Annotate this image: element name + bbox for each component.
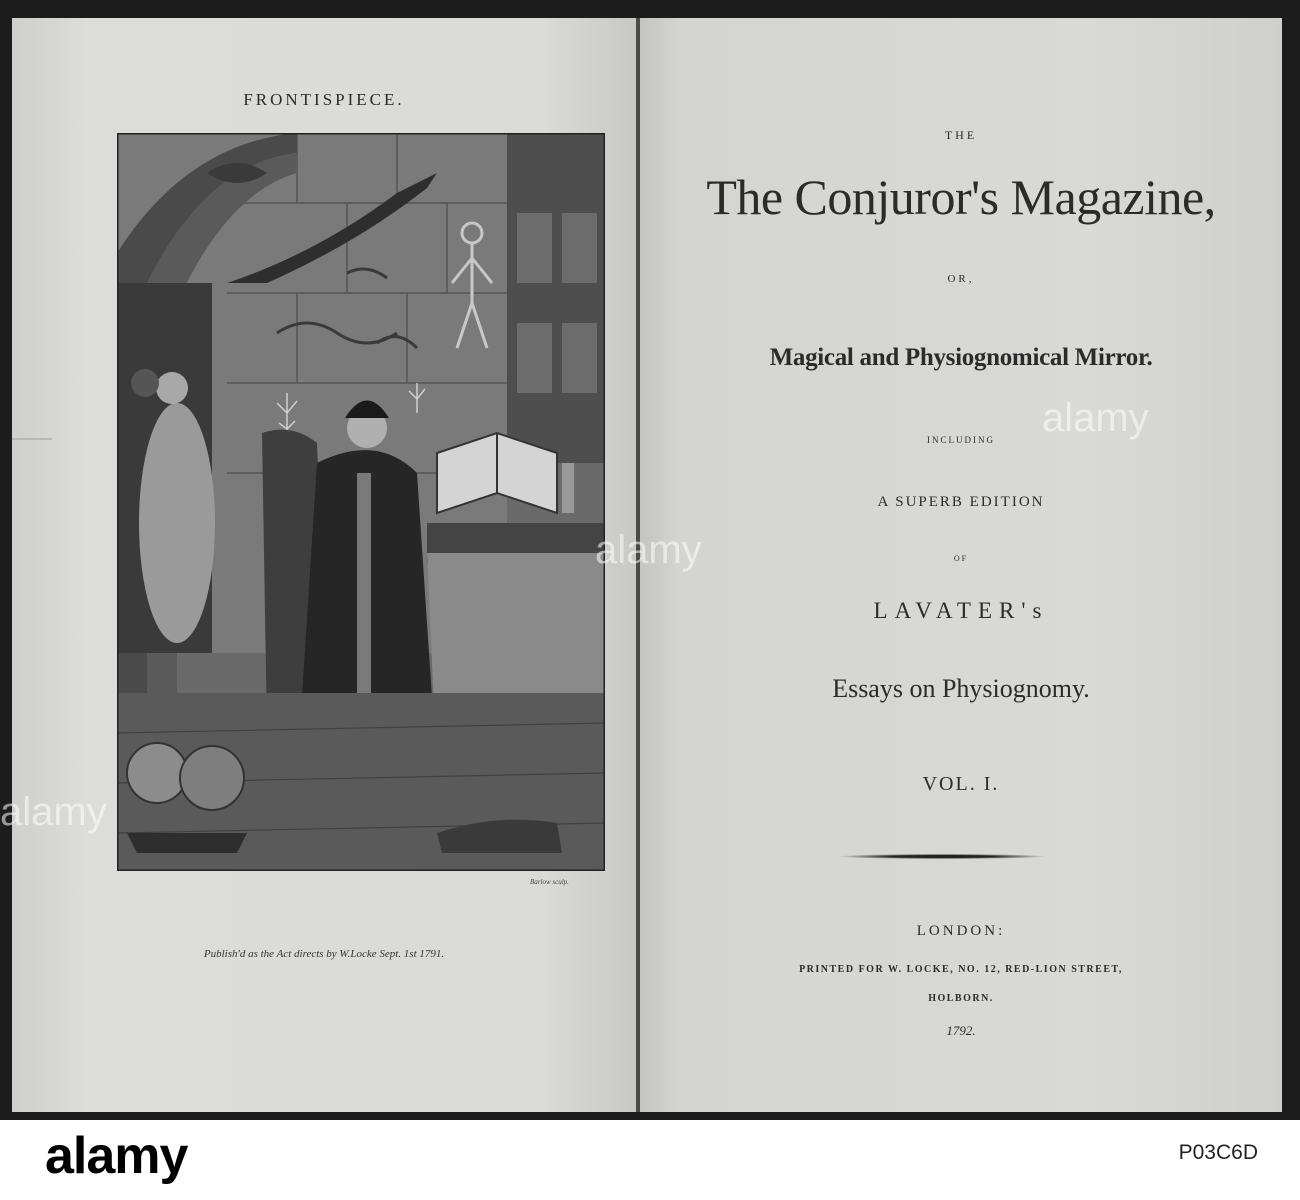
goblet (562, 463, 574, 513)
watermark-bar (0, 1120, 1300, 1200)
terrestrial-globe (127, 743, 187, 803)
of-line: OF (953, 554, 969, 563)
globe-stand (127, 833, 247, 853)
onlooker-figure-head (156, 372, 188, 404)
frontispiece-heading: FRONTISPIECE. (243, 90, 405, 109)
title-page (640, 18, 1282, 1112)
imprint-year: 1792. (946, 1023, 976, 1038)
title-or: OR, (947, 273, 975, 285)
engraving-alchemist-study (117, 133, 605, 871)
publication-line: Publish'd as the Act directs by W.Locke Sept. 1st 1791. (203, 948, 445, 960)
book-subtitle: Magical and Physiognomical Mirror. (769, 344, 1153, 371)
engraver-credit: Barlow sculp. (530, 878, 569, 886)
including-line: INCLUDING (927, 435, 995, 445)
superb-edition-line: A SUPERB EDITION (877, 494, 1045, 510)
page-fold-mark (12, 438, 52, 440)
ornamental-rule (840, 854, 1044, 859)
lavater-line: LAVATER's (873, 598, 1049, 623)
watermark-ghost-center: alamy (595, 528, 702, 572)
onlooker-figure-dress (139, 403, 215, 643)
frontispiece-page (12, 18, 636, 1112)
imprint-city: LONDON: (916, 923, 1006, 939)
volume-number: VOL. I. (922, 773, 1000, 795)
brand-logo: alamy (45, 1127, 188, 1185)
imprint-area: HOLBORN. (928, 993, 994, 1004)
bookcase (507, 133, 605, 463)
watermark-ghost-right: alamy (1042, 396, 1149, 440)
second-onlooker-head (131, 369, 159, 397)
image-id: P03C6D (1178, 1141, 1258, 1164)
book-title: The Conjuror's Magazine, (706, 169, 1216, 225)
essays-line: Essays on Physiognomy. (832, 674, 1090, 703)
imprint-printer: PRINTED FOR W. LOCKE, NO. 12, RED-LION STREET, (799, 964, 1123, 975)
celestial-globe (180, 746, 244, 810)
title-article: THE (944, 128, 978, 142)
watermark-ghost-left: alamy (0, 790, 107, 834)
